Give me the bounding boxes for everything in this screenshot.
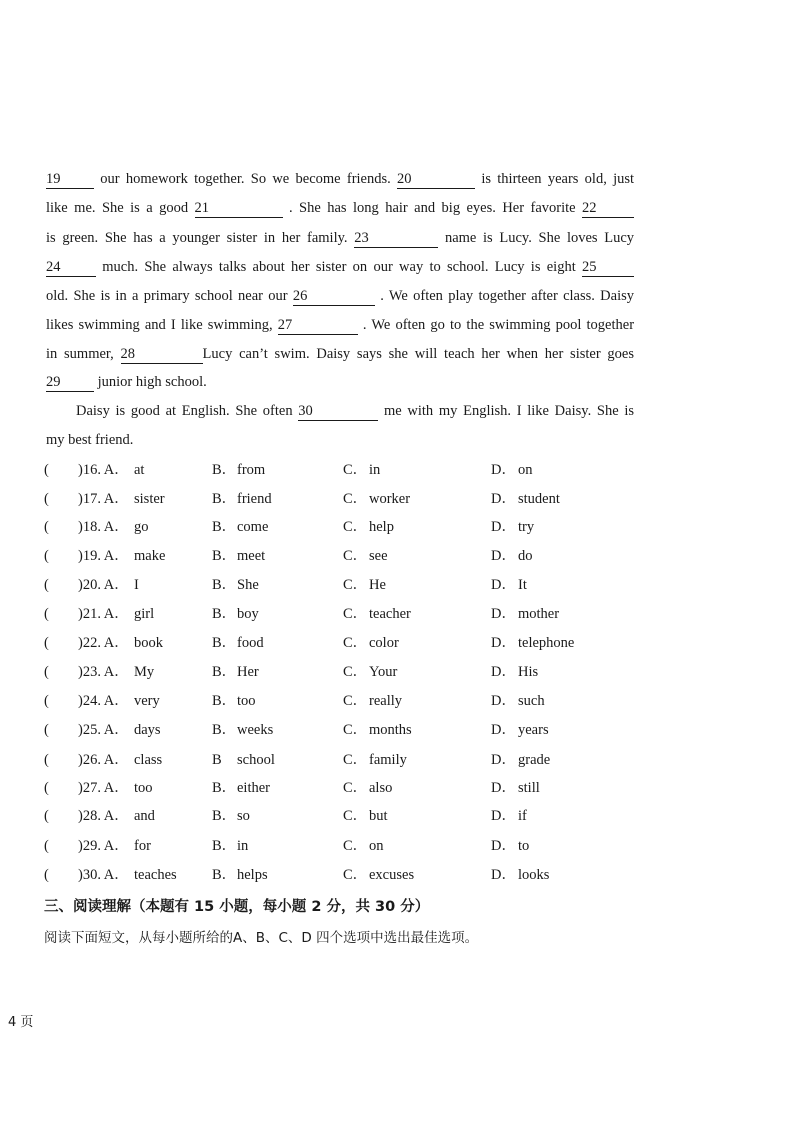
- question-row: [44, 574, 644, 596]
- page-number: 4 页: [8, 1015, 34, 1030]
- option-c: in: [369, 462, 381, 478]
- option-d-label: D．: [491, 722, 516, 738]
- option-b-label: B．: [212, 519, 237, 535]
- option-c-label: C．: [343, 693, 368, 709]
- answer-paren: (: [44, 752, 49, 768]
- answer-paren: (: [44, 693, 49, 709]
- option-a: book: [134, 635, 163, 651]
- option-d-label: D．: [491, 606, 516, 622]
- blank-21: 21: [195, 200, 283, 218]
- question-row: [44, 805, 644, 827]
- option-a: I: [134, 577, 139, 593]
- option-c: also: [369, 780, 393, 796]
- blank-26: 26: [293, 288, 375, 306]
- option-b: She: [237, 577, 259, 593]
- option-d: try: [518, 519, 535, 535]
- passage-line-5: [46, 285, 634, 307]
- option-b: boy: [237, 606, 259, 622]
- blank-23: 23: [354, 230, 438, 248]
- option-d: mother: [518, 606, 560, 622]
- passage-text: Lucy can’t swim. Daisy says she will teach her when her sister goes: [202, 346, 634, 362]
- question-number: )23. A．: [78, 664, 129, 680]
- passage-text: much. She always talks about her sister on our way to school. Lucy is eight: [102, 259, 576, 275]
- option-b: either: [237, 780, 271, 796]
- question-number: )27. A．: [78, 780, 129, 796]
- option-b: friend: [237, 491, 272, 507]
- question-number: )29. A．: [78, 838, 129, 854]
- question-row: [44, 777, 644, 799]
- option-c: excuses: [369, 867, 415, 883]
- option-b: Her: [237, 664, 259, 680]
- option-b: helps: [237, 867, 268, 883]
- passage-text: our homework together. So we become friends.: [100, 171, 391, 187]
- passage-line-8: [46, 371, 634, 393]
- question-row: [44, 632, 644, 654]
- question-row: [44, 459, 644, 481]
- option-c-label: C．: [343, 752, 368, 768]
- question-number: )21. A．: [78, 606, 129, 622]
- passage-text: is green. She has a younger sister in her family.: [46, 230, 348, 246]
- option-d-label: D．: [491, 664, 516, 680]
- option-d: student: [518, 491, 560, 507]
- question-number: )25. A．: [78, 722, 129, 738]
- answer-paren: (: [44, 808, 49, 824]
- option-d: looks: [518, 867, 550, 883]
- option-d-label: D．: [491, 635, 516, 651]
- question-row: [44, 488, 644, 510]
- option-d-label: D．: [491, 838, 516, 854]
- option-c: family: [369, 752, 407, 768]
- option-c: on: [369, 838, 384, 854]
- question-row: [44, 545, 644, 567]
- option-d-label: D．: [491, 462, 516, 478]
- passage-text: likes swimming and I like swimming,: [46, 317, 273, 333]
- option-a: at: [134, 462, 145, 478]
- option-c-label: C．: [343, 577, 368, 593]
- question-number: )19. A．: [78, 548, 129, 564]
- question-number: )17. A．: [78, 491, 129, 507]
- option-a: very: [134, 693, 160, 709]
- blank-28: 28: [121, 346, 203, 364]
- option-a: sister: [134, 491, 165, 507]
- answer-paren: (: [44, 577, 49, 593]
- option-b-label: B．: [212, 808, 237, 824]
- answer-paren: (: [44, 548, 49, 564]
- question-row: [44, 864, 644, 886]
- passage-text: me with my English. I like Daisy. She is: [384, 403, 634, 419]
- passage-line-6: [46, 314, 634, 336]
- option-a: for: [134, 838, 151, 854]
- option-b-label: B．: [212, 693, 237, 709]
- option-b: so: [237, 808, 250, 824]
- option-d: His: [518, 664, 539, 680]
- option-d-label: D．: [491, 693, 516, 709]
- option-c: Your: [369, 664, 398, 680]
- option-b: from: [237, 462, 266, 478]
- option-b-label: B: [212, 752, 222, 768]
- blank-27: 27: [278, 317, 358, 335]
- option-a: My: [134, 664, 155, 680]
- option-c-label: C．: [343, 808, 368, 824]
- option-c-label: C．: [343, 722, 368, 738]
- question-row: [44, 661, 644, 683]
- option-d: It: [518, 577, 527, 593]
- option-b-label: B．: [212, 838, 237, 854]
- passage-line-4: [46, 256, 634, 278]
- option-b-label: B．: [212, 491, 237, 507]
- section-heading: 三、阅读理解（本题有 15 小题，每小题 2 分，共 30 分）: [44, 899, 430, 915]
- blank-20: 20: [397, 171, 475, 189]
- option-d-label: D．: [491, 780, 516, 796]
- option-b: weeks: [237, 722, 274, 738]
- option-c: really: [369, 693, 403, 709]
- passage-text: . We often play together after class. Daisy: [380, 288, 635, 304]
- passage-line-10: [46, 429, 634, 451]
- passage-text: . She has long hair and big eyes. Her favorite: [288, 200, 576, 216]
- option-c-label: C．: [343, 606, 368, 622]
- option-d: to: [518, 838, 530, 854]
- option-a: girl: [134, 606, 155, 622]
- passage-text: junior high school.: [97, 374, 207, 390]
- passage-text: in summer,: [46, 346, 114, 362]
- option-c-label: C．: [343, 491, 368, 507]
- question-row: [44, 603, 644, 625]
- option-d: on: [518, 462, 533, 478]
- option-a: too: [134, 780, 153, 796]
- question-row: [44, 690, 644, 712]
- option-c-label: C．: [343, 664, 368, 680]
- passage-text: old. She is in a primary school near our: [46, 288, 288, 304]
- option-d: years: [518, 722, 549, 738]
- blank-29: 29: [46, 374, 94, 392]
- option-b: meet: [237, 548, 266, 564]
- passage-line-2: [46, 197, 634, 219]
- option-d-label: D．: [491, 808, 516, 824]
- question-number: )16. A．: [78, 462, 129, 478]
- option-c-label: C．: [343, 867, 368, 883]
- option-b-label: B．: [212, 722, 237, 738]
- answer-paren: (: [44, 780, 49, 796]
- passage-text: name is Lucy. She loves Lucy: [444, 230, 635, 246]
- question-row: [44, 719, 644, 741]
- question-row: [44, 516, 644, 538]
- option-c-label: C．: [343, 462, 368, 478]
- option-d: such: [518, 693, 545, 709]
- question-row: [44, 749, 644, 771]
- option-b-label: B．: [212, 577, 237, 593]
- option-b-label: B．: [212, 606, 237, 622]
- option-b: school: [237, 752, 275, 768]
- question-number: )30. A．: [78, 867, 129, 883]
- question-number: )18. A．: [78, 519, 129, 535]
- option-c-label: C．: [343, 548, 368, 564]
- option-a: days: [134, 722, 161, 738]
- option-d: still: [518, 780, 540, 796]
- option-b-label: B．: [212, 635, 237, 651]
- option-c: months: [369, 722, 412, 738]
- option-b: in: [237, 838, 249, 854]
- passage-text: is thirteen years old, just: [481, 171, 635, 187]
- blank-25: 25: [582, 259, 634, 277]
- option-b: come: [237, 519, 269, 535]
- question-number: )20. A．: [78, 577, 129, 593]
- passage-text: . We often go to the swimming pool together: [362, 317, 635, 333]
- question-number: )28. A．: [78, 808, 129, 824]
- option-c: He: [369, 577, 386, 593]
- option-c-label: C．: [343, 519, 368, 535]
- blank-30: 30: [298, 403, 378, 421]
- option-c: but: [369, 808, 388, 824]
- option-d-label: D．: [491, 867, 516, 883]
- question-number: )24. A．: [78, 693, 129, 709]
- option-d-label: D．: [491, 491, 516, 507]
- option-c-label: C．: [343, 780, 368, 796]
- option-a: go: [134, 519, 149, 535]
- option-c: worker: [369, 491, 411, 507]
- option-b-label: B．: [212, 664, 237, 680]
- blank-24: 24: [46, 259, 96, 277]
- option-d-label: D．: [491, 577, 516, 593]
- blank-22: 22: [582, 200, 634, 218]
- passage-text: Daisy is good at English. She often: [76, 403, 293, 419]
- option-c-label: C．: [343, 635, 368, 651]
- option-d-label: D．: [491, 752, 516, 768]
- passage-text: my best friend.: [46, 432, 134, 448]
- blank-19: 19: [46, 171, 94, 189]
- answer-paren: (: [44, 491, 49, 507]
- passage-line-7: [46, 343, 634, 365]
- question-row: [44, 835, 644, 857]
- passage-line-9: [76, 400, 634, 422]
- answer-paren: (: [44, 635, 49, 651]
- option-c: color: [369, 635, 399, 651]
- answer-paren: (: [44, 606, 49, 622]
- option-d-label: D．: [491, 519, 516, 535]
- answer-paren: (: [44, 867, 49, 883]
- answer-paren: (: [44, 519, 49, 535]
- option-b-label: B．: [212, 462, 237, 478]
- option-a: class: [134, 752, 163, 768]
- option-a: make: [134, 548, 166, 564]
- option-c-label: C．: [343, 838, 368, 854]
- option-d: if: [518, 808, 527, 824]
- option-d: grade: [518, 752, 551, 768]
- option-c: see: [369, 548, 388, 564]
- option-d: do: [518, 548, 533, 564]
- option-d-label: D．: [491, 548, 516, 564]
- question-number: )22. A．: [78, 635, 129, 651]
- question-number: )26. A．: [78, 752, 129, 768]
- passage-line-3: [46, 227, 634, 249]
- option-b: too: [237, 693, 256, 709]
- answer-paren: (: [44, 838, 49, 854]
- option-a: and: [134, 808, 155, 824]
- answer-paren: (: [44, 664, 49, 680]
- option-b-label: B．: [212, 548, 237, 564]
- option-b-label: B．: [212, 780, 237, 796]
- option-a: teaches: [134, 867, 177, 883]
- passage-line-1: [46, 168, 634, 190]
- answer-paren: (: [44, 722, 49, 738]
- option-d: telephone: [518, 635, 575, 651]
- passage-text: like me. She is a good: [46, 200, 189, 216]
- answer-paren: (: [44, 462, 49, 478]
- option-c: help: [369, 519, 394, 535]
- section-instruction: 阅读下面短文，从每小题所给的A、B、C、D 四个选项中选出最佳选项。: [44, 930, 479, 946]
- option-b: food: [237, 635, 264, 651]
- option-c: teacher: [369, 606, 411, 622]
- option-b-label: B．: [212, 867, 237, 883]
